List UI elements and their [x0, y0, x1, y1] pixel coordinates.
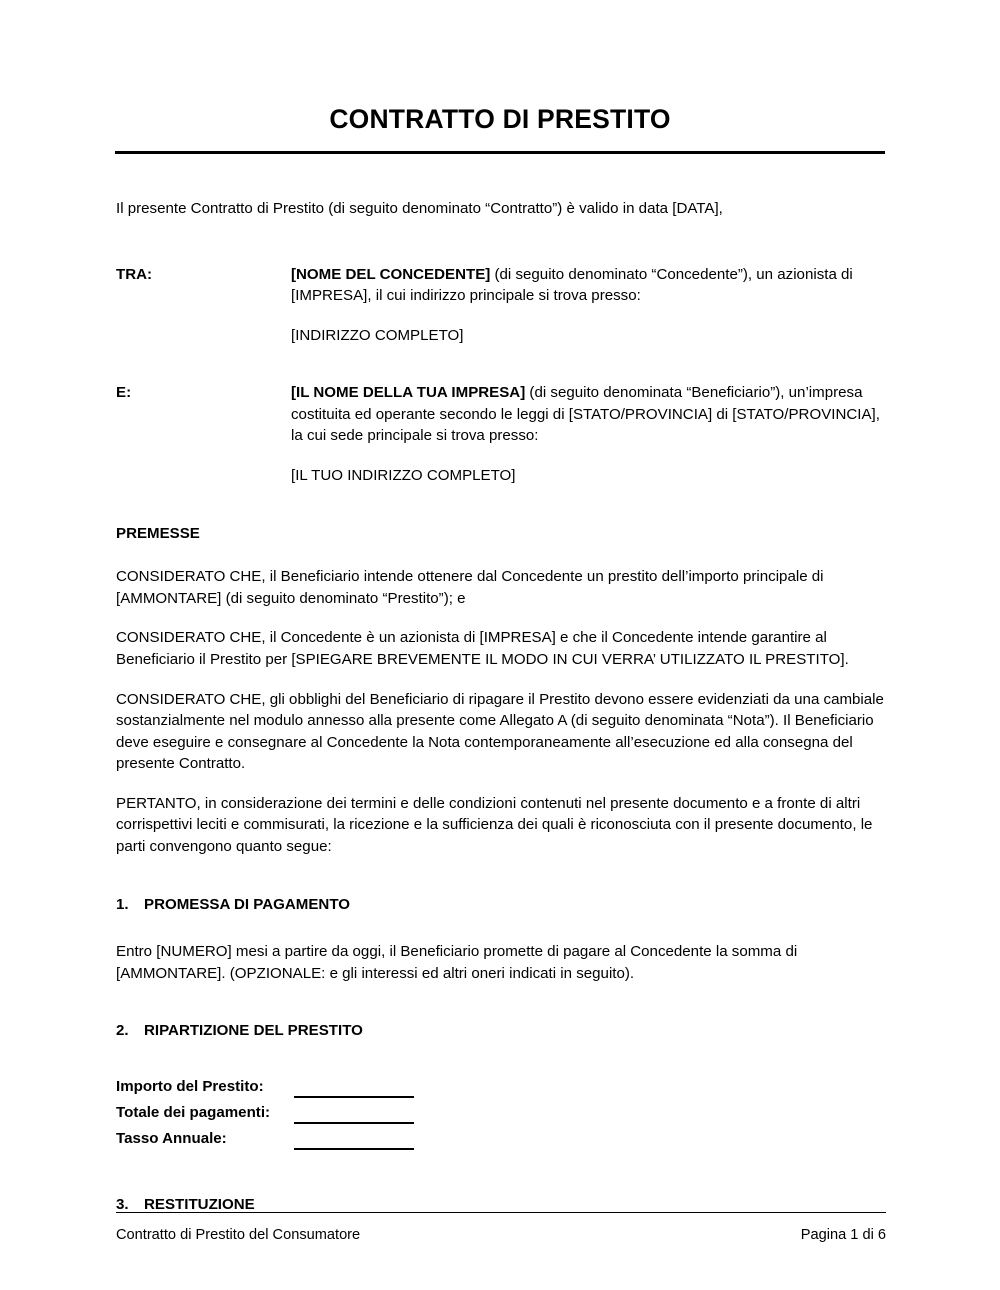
field-input-loan-amount[interactable]: [294, 1081, 414, 1098]
party-body-lender: [291, 264, 888, 347]
footer-content: [116, 1226, 886, 1245]
loan-breakdown-fields: [116, 1072, 888, 1150]
intro-paragraph: Il presente Contratto di Prestito (di seguito denominato “Contratto”) è valido in data [DATA],: [116, 200, 723, 217]
field-label-total-payments: Totale dei pagamenti:: [116, 1104, 271, 1122]
field-label-loan-amount: Importo del Prestito:: [116, 1078, 264, 1096]
party-label-e: E:: [116, 384, 132, 402]
party-description-borrower: (di seguito denominata “Beneficiario”), un’impresa costituita ed operante secondo le leggi di [STATO/PROVINCIA] di [STATO/PROVINCIA], la cui sede principale si trova presso:: [291, 384, 880, 445]
premesse-paragraph-1: CONSIDERATO CHE, il Beneficiario intende ottenere dal Concedente un prestito dell’importo principale di [AMMONTARE] (di seguito denominato “Prestito”); e: [116, 568, 824, 607]
premesse-heading: PREMESSE: [116, 524, 200, 542]
section-heading-1: [116, 894, 888, 916]
section-title-2: RIPARTIZIONE DEL PRESTITO: [144, 1022, 363, 1040]
field-row-annual-rate: [116, 1124, 888, 1150]
footer-page-number: Pagina 1 di 6: [800, 1227, 886, 1243]
party-address-borrower: [IL TUO INDIRIZZO COMPLETO]: [291, 467, 516, 485]
field-row-total-payments: [116, 1098, 888, 1124]
page-title: CONTRATTO DI PRESTITO: [329, 104, 671, 134]
section-title-1: PROMESSA DI PAGAMENTO: [144, 895, 351, 913]
party-row-borrower: [116, 382, 888, 486]
section-number-1: 1.: [116, 895, 129, 913]
party-label-tra: TRA:: [116, 265, 153, 283]
section-body-1: Entro [NUMERO] mesi a partire da oggi, il Beneficiario promette di pagare al Concedente la somma di [AMMONTARE]. (OPZIONALE: e gli interessi ed altri oneri indicati in seguito).: [116, 943, 798, 982]
party-address-lender: [INDIRIZZO COMPLETO]: [291, 326, 464, 344]
section-number-2: 2.: [116, 1022, 129, 1040]
party-row-lender: [116, 264, 888, 347]
document-body: [116, 198, 888, 1215]
party-name-lender: [NOME DEL CONCEDENTE]: [291, 265, 491, 283]
title-divider: [115, 151, 885, 154]
footer-document-name: Contratto di Prestito del Consumatore: [116, 1227, 361, 1243]
field-input-annual-rate[interactable]: [294, 1133, 414, 1150]
section-title-3: RESTITUZIONE: [144, 1195, 255, 1213]
premesse-paragraph-2: CONSIDERATO CHE, il Concedente è un azionista di [IMPRESA] e che il Concedente intende garantire al Beneficiario il Prestito per [SPIEGARE BREVEMENTE IL MODO IN CUI VERRA’ UTILIZZATO IL PRESTITO].: [116, 629, 849, 668]
page-footer: [116, 1212, 886, 1245]
section-heading-2: [116, 1020, 888, 1042]
section-number-3: 3.: [116, 1195, 129, 1213]
party-description-lender: (di seguito denominato “Concedente”), un azionista di [IMPRESA], il cui indirizzo principale si trova presso:: [291, 265, 853, 305]
field-label-annual-rate: Tasso Annuale:: [116, 1130, 227, 1148]
premesse-paragraph-4: PERTANTO, in considerazione dei termini e delle condizioni contenuti nel presente documento e a fronte di altri corrispettivi leciti e commisurati, la ricezione e la sufficienza dei quali è riconosciuta con il presente documento, le parti convengono quanto segue:: [116, 794, 873, 855]
party-body-borrower: [291, 382, 888, 486]
footer-divider: [116, 1212, 886, 1213]
premesse-paragraph-3: CONSIDERATO CHE, gli obblighi del Beneficiario di ripagare il Prestito devono essere evidenziati da una cambiale sostanzialmente nel modulo annesso alla presente come Allegato A (di seguito denominata “Nota”). Il Beneficiario deve eseguire e consegnare al Concedente la Nota contemporaneamente all’esecuzione ed alla consegna del presente Contratto.: [116, 690, 884, 773]
title-block: [115, 104, 885, 154]
party-name-borrower: [IL NOME DELLA TUA IMPRESA]: [291, 384, 526, 402]
field-input-total-payments[interactable]: [294, 1107, 414, 1124]
field-row-loan-amount: [116, 1072, 888, 1098]
